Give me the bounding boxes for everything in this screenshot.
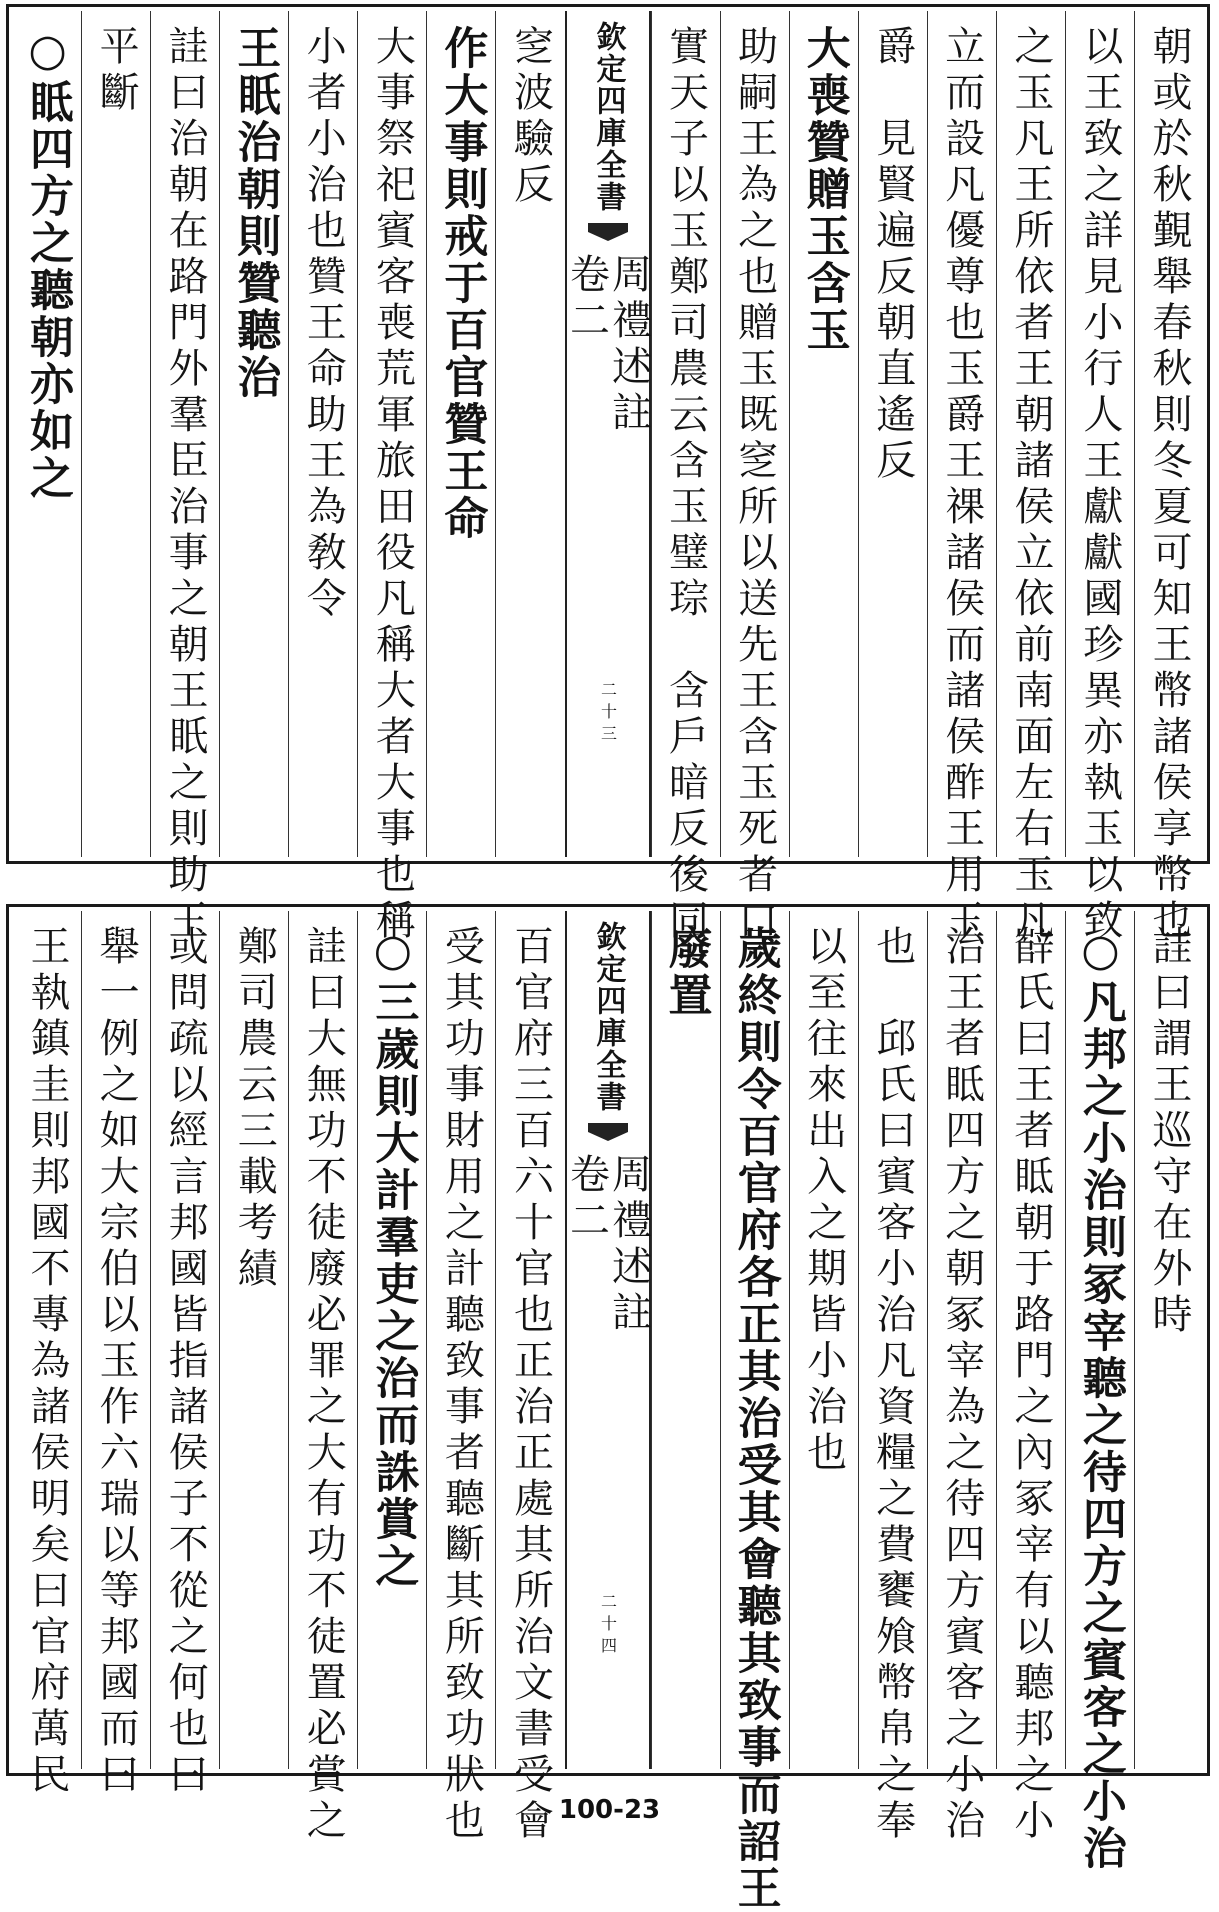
commentary-column: [426, 911, 495, 1845]
column-text: 爵 見賢遍反朝直遙反: [869, 25, 916, 485]
column-text: 王執鎮圭則邦國不專為諸侯明矣曰官府萬民: [24, 925, 71, 1799]
column-text: ○三歲則大計羣吏之治而誅賞之: [367, 925, 419, 1590]
classic-text-column: [720, 911, 789, 1912]
commentary-column: [81, 911, 150, 1799]
gutter-subtitle: [563, 1153, 652, 1337]
commentary-column: [858, 11, 927, 857]
gutter-title: 欽定四庫全書: [590, 21, 626, 213]
gutter-volume: 卷二: [563, 1153, 610, 1245]
commentary-column: [495, 911, 564, 1845]
column-text: 大事祭祀賓客喪荒軍旅田役凡稱大者大事也稱: [369, 25, 416, 945]
commentary-column: [720, 11, 789, 945]
column-text: 大喪贊贈玉含玉: [798, 25, 850, 354]
column-text: 鄭司農云三載考績: [231, 925, 278, 1293]
column-text: 百官府三百六十官也正治正處其所治文書受會: [507, 925, 554, 1845]
column-text: 以至往來出入之期皆小治也: [800, 925, 847, 1477]
column-text: 辥氏曰王者眡朝于路門之內冢宰有以聽邦之小: [1007, 925, 1054, 1845]
commentary-column: [1065, 11, 1134, 945]
center-gutter: [565, 911, 651, 1769]
classic-text-column: [13, 11, 81, 857]
commentary-column: [858, 911, 927, 1845]
column-text: 窆波驗反: [507, 25, 554, 209]
column-text: 廢置: [660, 925, 712, 1019]
gutter-leaf-number: 二十四: [598, 1593, 618, 1659]
column-text: 實天子以玉鄭司農云含玉璧琮 含戶暗反後同: [662, 25, 709, 945]
column-text: 立而設凡優尊也玉爵王祼諸侯而諸侯酢王用玉: [938, 25, 985, 945]
column-text: 詿曰謂王巡守在外時: [1145, 925, 1192, 1339]
commentary-column: [150, 11, 219, 945]
commentary-column: [996, 911, 1065, 1845]
column-text: 以王致之詳見小行人王獻獻國珍異亦執玉以致: [1076, 25, 1123, 945]
commentary-column: [495, 11, 564, 857]
fishtail-mark: [588, 223, 628, 241]
column-text: 受其功事財用之計聽致事者聽斷其所致功狀也: [438, 925, 485, 1845]
classic-text-column: [1065, 911, 1134, 1872]
column-text: 小者小治也贊王命助王為敎令: [300, 25, 347, 623]
column-text: 之玉凡王所依者王朝諸侯立依前南面左右玉凡: [1007, 25, 1054, 945]
column-text: 或問疏以經言邦國皆指諸侯子不從之何也曰: [162, 925, 209, 1799]
column-text: 作大事則戒于百官贊王命: [436, 25, 488, 542]
commentary-column: [13, 911, 81, 1799]
commentary-column: [996, 11, 1065, 945]
commentary-column: [1134, 11, 1203, 945]
commentary-column: [927, 11, 996, 945]
gutter-title: 欽定四庫全書: [590, 921, 626, 1113]
fishtail-mark: [588, 1123, 628, 1141]
column-text: 詿曰治朝在路門外羣臣治事之朝王眂之則助王: [162, 25, 209, 945]
center-gutter: [565, 11, 651, 857]
commentary-column: [288, 11, 357, 857]
commentary-column: [81, 11, 150, 857]
column-text: 歲終則令百官府各正其治受其會聽其致事而詔王: [729, 925, 781, 1912]
commentary-column: [927, 911, 996, 1845]
column-text: 王眂治朝則贊聽治: [229, 25, 281, 401]
commentary-column: [789, 911, 858, 1769]
gutter-book-title: 周禮述註: [605, 253, 652, 437]
classic-text-column: [789, 11, 858, 857]
commentary-column: [357, 11, 426, 945]
column-text: 助嗣王為之也贈玉既窆所以送先王含玉死者口: [731, 25, 778, 945]
gutter-volume: 卷二: [563, 253, 610, 345]
column-text: 也 邱氏曰賓客小治凡資糧之費饔飧幣帛之奉: [869, 925, 916, 1845]
gutter-subtitle: [563, 253, 652, 437]
gutter-leaf-number: 二十三: [598, 681, 618, 747]
column-text: 治王者眡四方之朝冢宰為之待四方賓客之小治: [938, 925, 985, 1845]
commentary-column: [651, 11, 720, 945]
classic-text-column: [426, 11, 495, 857]
commentary-column: [288, 911, 357, 1845]
column-text: 朝或於秋覲舉春秋則冬夏可知王幣諸侯享幣也: [1145, 25, 1192, 945]
classic-text-column: [357, 911, 426, 1769]
commentary-column: [1134, 911, 1203, 1769]
column-text: ○眡四方之聽朝亦如之: [22, 25, 74, 502]
classic-text-column: [219, 11, 288, 857]
gutter-book-title: 周禮述註: [605, 1153, 652, 1337]
commentary-column: [219, 911, 288, 1769]
column-text: ○凡邦之小治則冢宰聽之待四方之賓客之小治: [1074, 925, 1126, 1872]
column-text: 平斷: [93, 25, 140, 117]
page-number: 100-23: [558, 1795, 661, 1825]
commentary-column: [150, 911, 219, 1799]
top-text-columns: [13, 11, 1203, 945]
column-text: 詿曰大無功不徒廢必罪之大有功不徒置必賞之: [300, 925, 347, 1845]
top-page-panel: [6, 4, 1210, 945]
column-text: 舉一例之如大宗伯以玉作六瑞以等邦國而曰: [93, 925, 140, 1799]
classic-text-column: [651, 911, 720, 1769]
